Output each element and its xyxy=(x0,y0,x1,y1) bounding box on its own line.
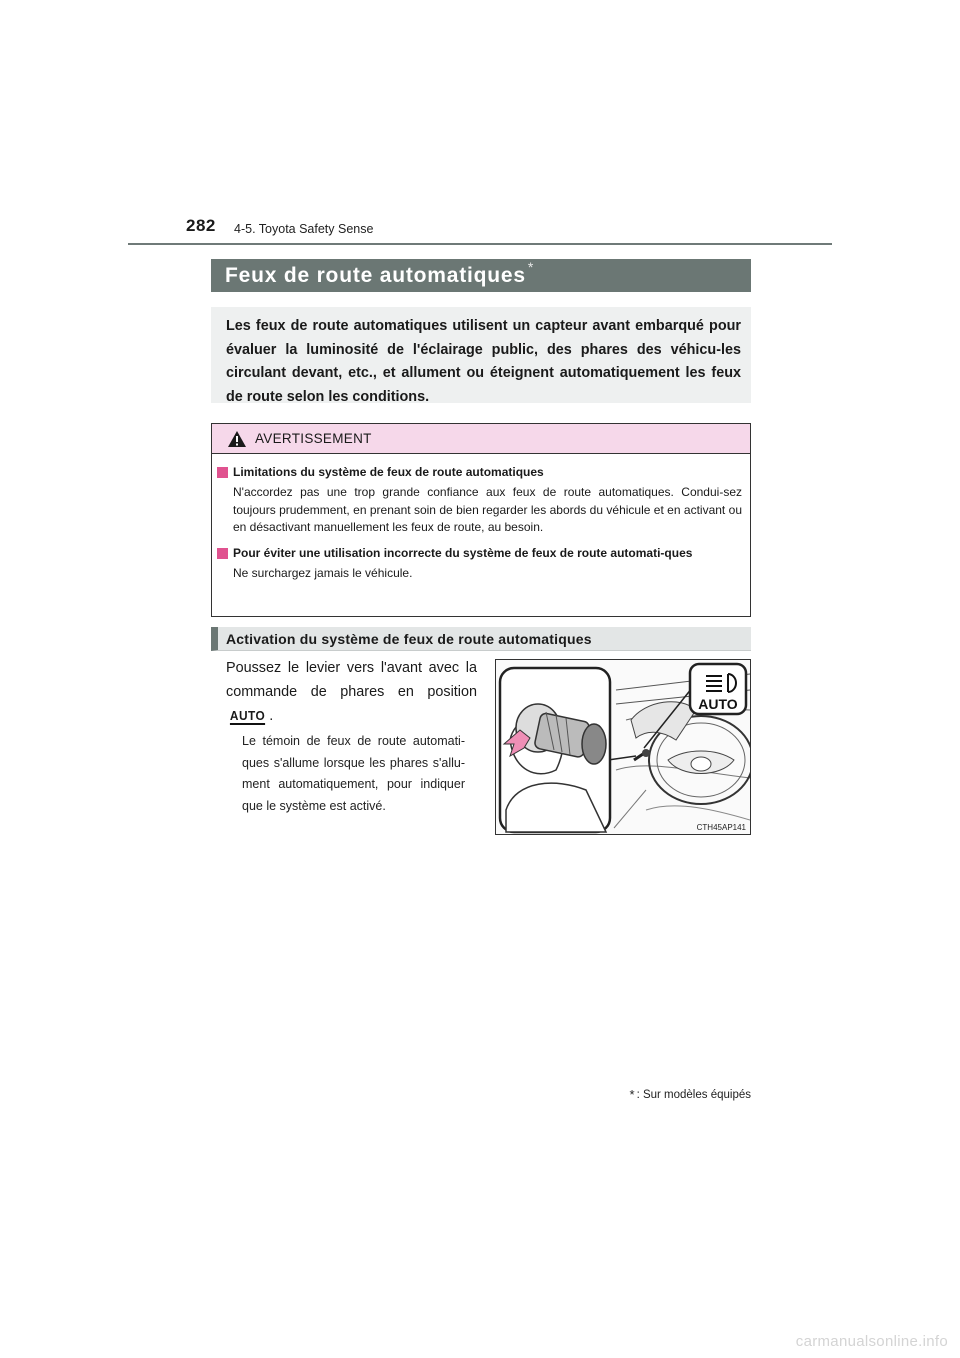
warning-item-text: Ne surchargez jamais le véhicule. xyxy=(233,565,413,580)
instruction-paragraph xyxy=(226,656,477,728)
page-title-bar xyxy=(211,259,751,292)
warning-triangle-icon xyxy=(227,430,247,448)
warning-body xyxy=(212,454,750,582)
square-bullet-icon xyxy=(217,548,228,559)
auto-position-icon: AUTO xyxy=(229,709,266,723)
instruction-text: Poussez le levier vers l'avant avec la commande de phares en position xyxy=(226,660,477,700)
warning-label: AVERTISSEMENT xyxy=(255,431,372,446)
steering-lever-illustration xyxy=(496,660,750,834)
instruction-end: . xyxy=(269,708,274,724)
instruction-note: Le témoin de feux de route automati-ques s'allume lorsque les phares s'allu-ment automatiquement, pour indiquer que le système est activé. xyxy=(242,734,465,813)
footnote-asterisk: * xyxy=(629,1087,635,1102)
warning-box xyxy=(211,423,751,617)
title-asterisk: * xyxy=(527,258,534,275)
footnote xyxy=(630,1087,752,1102)
section-heading-bar xyxy=(211,627,751,651)
page-title: Feux de route automatiques xyxy=(225,263,526,287)
square-bullet-icon xyxy=(217,467,228,478)
warning-item xyxy=(217,545,742,583)
intro-box xyxy=(211,307,751,403)
warning-item xyxy=(217,464,742,537)
warning-item-text: N'accordez pas une trop grande confiance aux feux de route automatiques. Condui-sez toujours prudemment, en prenant soin de bien regarder les abords du véhicule et en activant ou en désactivant manuellement les feux de route, au besoin. xyxy=(233,485,742,534)
warning-item-title: Pour éviter une utilisation incorrecte du système de feux de route automati-ques xyxy=(233,545,693,560)
header-rule xyxy=(128,243,832,245)
intro-text: Les feux de route automatiques utilisent un capteur avant embarqué pour évaluer la luminosité de l'éclairage public, des phares des véhicu-les circulant devant, etc., et allument ou éteignent automatiquement les feux de route selon les conditions. xyxy=(226,318,741,405)
footnote-text: : Sur modèles équipés xyxy=(636,1088,751,1101)
section-heading: Activation du système de feux de route automatiques xyxy=(226,630,592,647)
illustration-code: CTH45AP141 xyxy=(696,823,746,832)
warning-header xyxy=(212,424,750,454)
page-number: 282 xyxy=(186,216,216,235)
section-reference: 4-5. Toyota Safety Sense xyxy=(234,222,374,236)
callout-auto-label: AUTO xyxy=(698,696,738,712)
warning-item-title: Limitations du système de feux de route automatiques xyxy=(233,465,544,479)
lever-illustration xyxy=(495,659,751,835)
watermark: carmanualsonline.info xyxy=(795,1333,948,1350)
